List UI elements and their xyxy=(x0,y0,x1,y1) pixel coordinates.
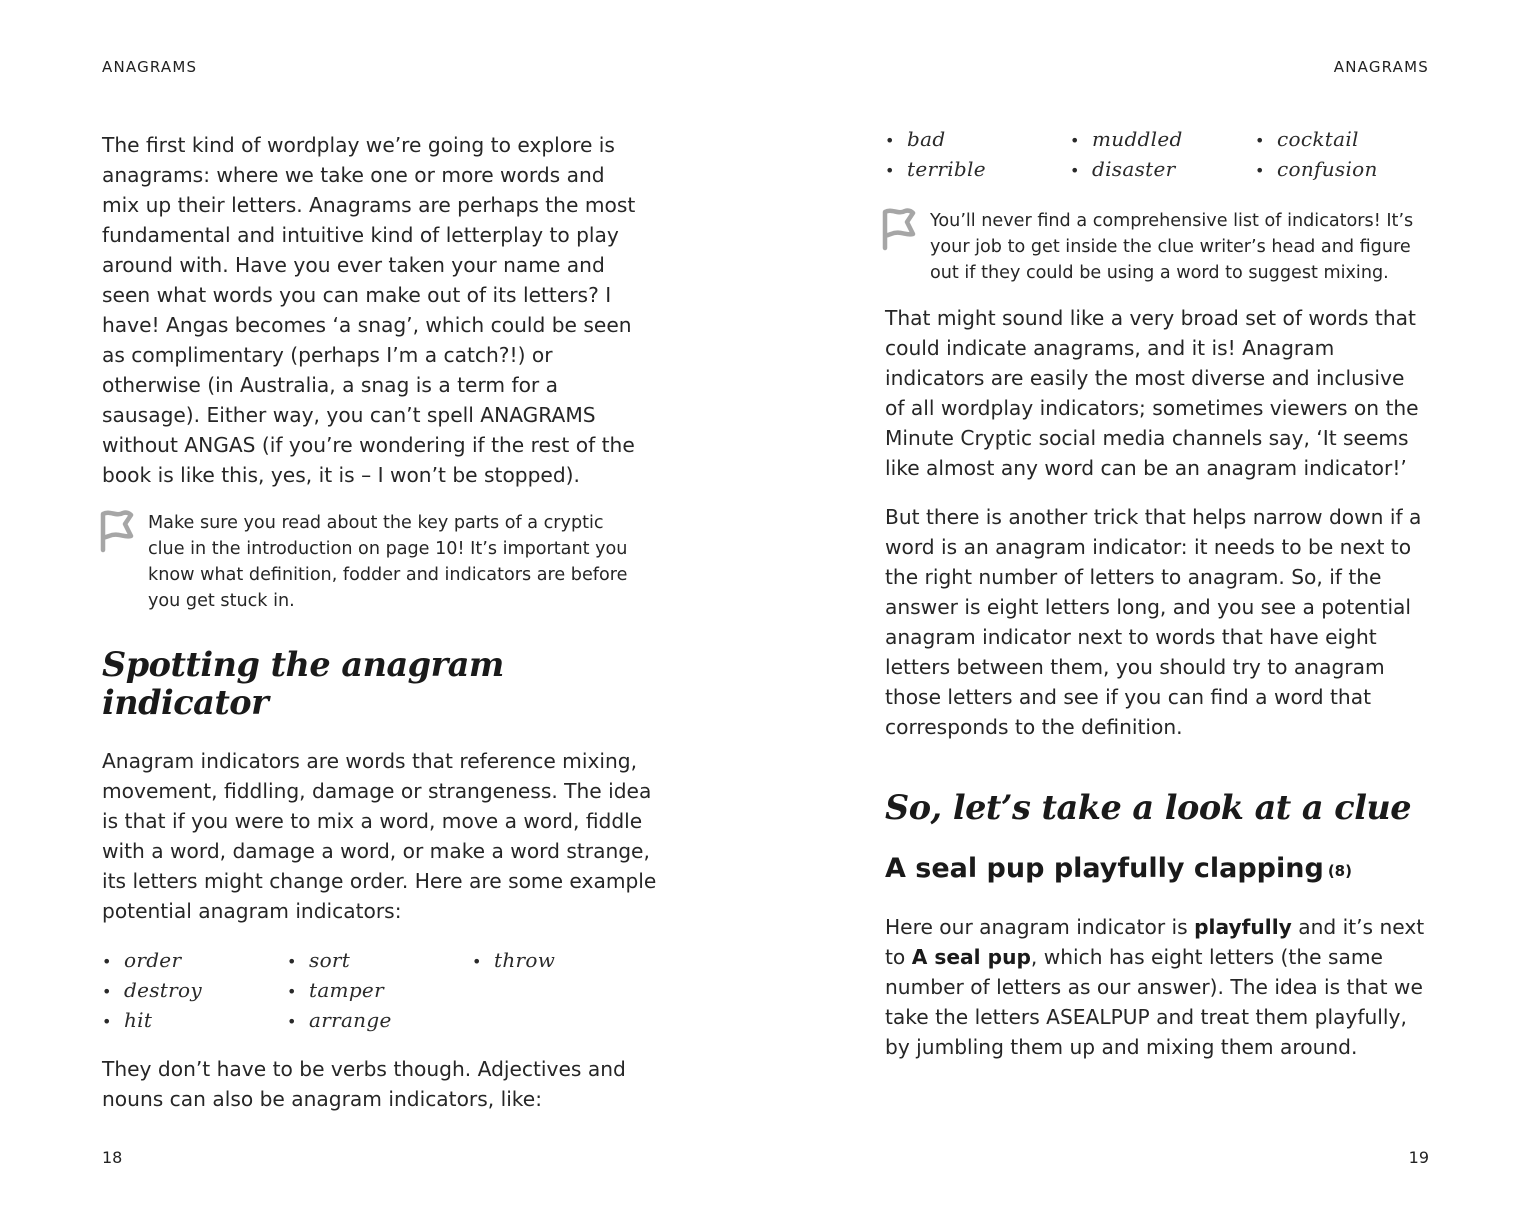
indicator-word: playfully xyxy=(1194,915,1292,939)
letter-count-paragraph: But there is another trick that helps narrow down if a word is an anagram indicator: it needs to be next to the right number of letters to anagram. So, if the answer is eight letters long, and you see a potential anagram indicator next to words that have eight letters between them, you should try to anagram those letters and see if you can find a word that corresponds to the definition. xyxy=(885,505,1422,739)
list-item: • terrible xyxy=(885,157,986,181)
list-item: • order xyxy=(102,948,181,972)
page-number: 18 xyxy=(102,1148,123,1167)
flag-icon xyxy=(878,206,918,252)
verb-indicator-list xyxy=(102,948,602,1040)
tip-callout xyxy=(96,508,636,614)
section-heading: So, let’s take a look at a clue xyxy=(885,788,1412,827)
tip-text: Make sure you read about the key parts of a cryptic clue in the introduction on page 10! It’s important you know what definition, fodder and indicators are before you get stuck in. xyxy=(148,513,628,611)
clue-explanation-paragraph: Here our anagram indicator is playfully and it’s next to A seal pup, which has eight letters (the same number of letters as our answer). The idea is that we take the letters ASEALPUP and treat them playfully, by jumbling them up and mixing them around. xyxy=(885,915,1425,1059)
running-head: ANAGRAMS xyxy=(102,58,198,76)
adjectives-intro-paragraph: They don’t have to be verbs though. Adjectives and nouns can also be anagram indicators, like: xyxy=(102,1057,626,1111)
list-item: • destroy xyxy=(102,978,202,1002)
list-item: • throw xyxy=(472,948,555,972)
left-page xyxy=(0,0,765,1225)
list-item: • tamper xyxy=(287,978,384,1002)
list-item: • disaster xyxy=(1070,157,1175,181)
tip-callout xyxy=(878,206,1438,286)
list-item: • cocktail xyxy=(1255,127,1359,151)
right-page xyxy=(765,0,1531,1225)
running-head: ANAGRAMS xyxy=(1333,58,1429,76)
intro-paragraph: The first kind of wordplay we’re going to explore is anagrams: where we take one or more words and mix up their letters. Anagrams are perhaps the most fundamental and intuitive kind of letterplay to play around with. Have you ever taken your name and seen what words you can make out of its letters? I have! Angas becomes ‘a snag’, which could be seen as complimentary (perhaps I’m a catch?!) or otherwise (in Australia, a snag is a term for a sausage). Either way, you can’t spell ANAGRAMS without ANGAS (if you’re wondering if the rest of the book is like this, yes, it is – I won’t be stopped). xyxy=(102,133,636,487)
fodder-words: A seal pup xyxy=(911,945,1031,969)
adjective-indicator-list xyxy=(885,127,1445,189)
list-item: • arrange xyxy=(287,1008,392,1032)
list-item: • confusion xyxy=(1255,157,1378,181)
example-clue xyxy=(885,853,1445,884)
page-number: 19 xyxy=(1408,1148,1429,1167)
indicators-paragraph: Anagram indicators are words that reference mixing, movement, fiddling, damage or strangeness. The idea is that if you were to mix a word, move a word, fiddle with a word, damage a word, or make a word strange, its letters might change order. Here are some example potential anagram indicators: xyxy=(102,749,657,923)
list-item: • muddled xyxy=(1070,127,1183,151)
clue-text: A seal pup playfully clapping xyxy=(885,853,1324,884)
list-item: • sort xyxy=(287,948,350,972)
flag-icon xyxy=(96,508,136,554)
indicators-breadth-paragraph: That might sound like a very broad set of words that could indicate anagrams, and it is! Anagram indicators are easily the most diverse and inclusive of all wordplay indicators; sometimes viewers on the Minute Cryptic social media channels say, ‘It seems like almost any word can be an anagram indicator!’ xyxy=(885,306,1419,480)
list-item: • hit xyxy=(102,1008,152,1032)
clue-enumeration: (8) xyxy=(1327,862,1352,880)
section-heading: Spotting the anagram indicator xyxy=(102,645,504,722)
list-item: • bad xyxy=(885,127,945,151)
tip-text: You’ll never find a comprehensive list of indicators! It’s your job to get inside the clue writer’s head and figure out if they could be using a word to suggest mixing. xyxy=(930,211,1414,283)
